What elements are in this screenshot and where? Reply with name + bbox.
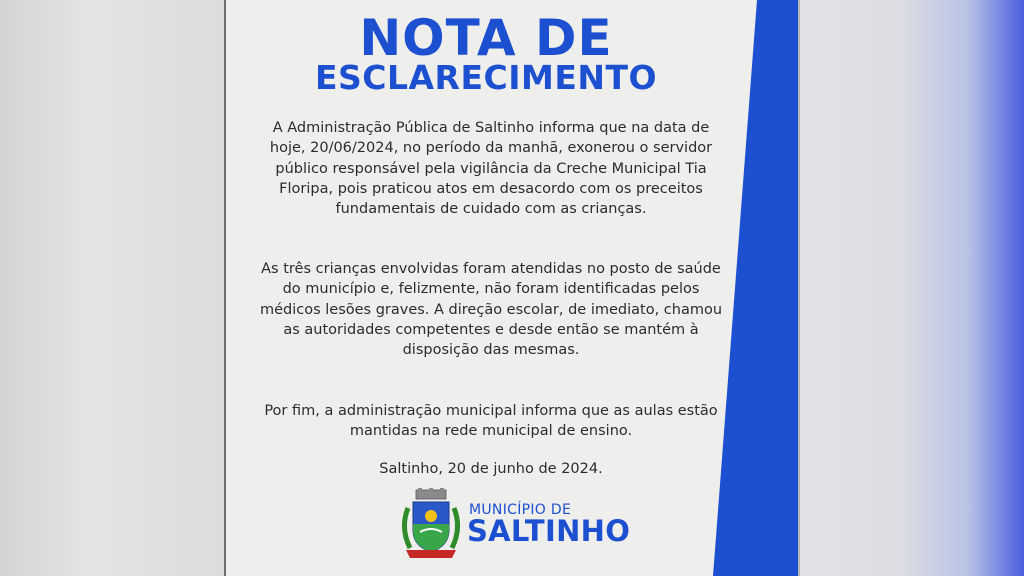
paragraph-3: Por fim, a administração municipal informa que as aulas estão mantidas na rede municipal de ensino. — [264, 403, 718, 440]
blurred-background-right — [798, 0, 1024, 576]
poster-edge-right — [798, 0, 800, 576]
paragraph-2: As três crianças envolvidas foram atendidas no posto de saúde do município e, felizmente, não foram identificadas pelos médicos lesões graves. A direção escolar, de imediato, chamou as autoridades competentes e desde então se mantém à disposição das mesmas. — [259, 261, 723, 359]
notice-poster — [226, 0, 798, 576]
blurred-background-left — [0, 0, 226, 576]
title-line-2: ESCLARECIMENTO — [314, 58, 658, 97]
title-line-1: NOTA DE — [359, 9, 613, 67]
municipal-coat-of-arms-icon — [398, 488, 464, 560]
place-and-date: Saltinho, 20 de junho de 2024. — [379, 461, 603, 477]
paragraph-1: A Administração Pública de Saltinho informa que na data de hoje, 20/06/2024, no período da manhã, exonerou o servidor público responsável pela vigilância da Creche Municipal Tia Floripa, pois praticou atos em desacordo com os preceitos fundamentais de cuidado com as crianças. — [269, 120, 713, 218]
logo-line-saltinho: SALTINHO — [467, 514, 631, 548]
logo-line-municipio: MUNICÍPIO DE — [469, 502, 572, 518]
